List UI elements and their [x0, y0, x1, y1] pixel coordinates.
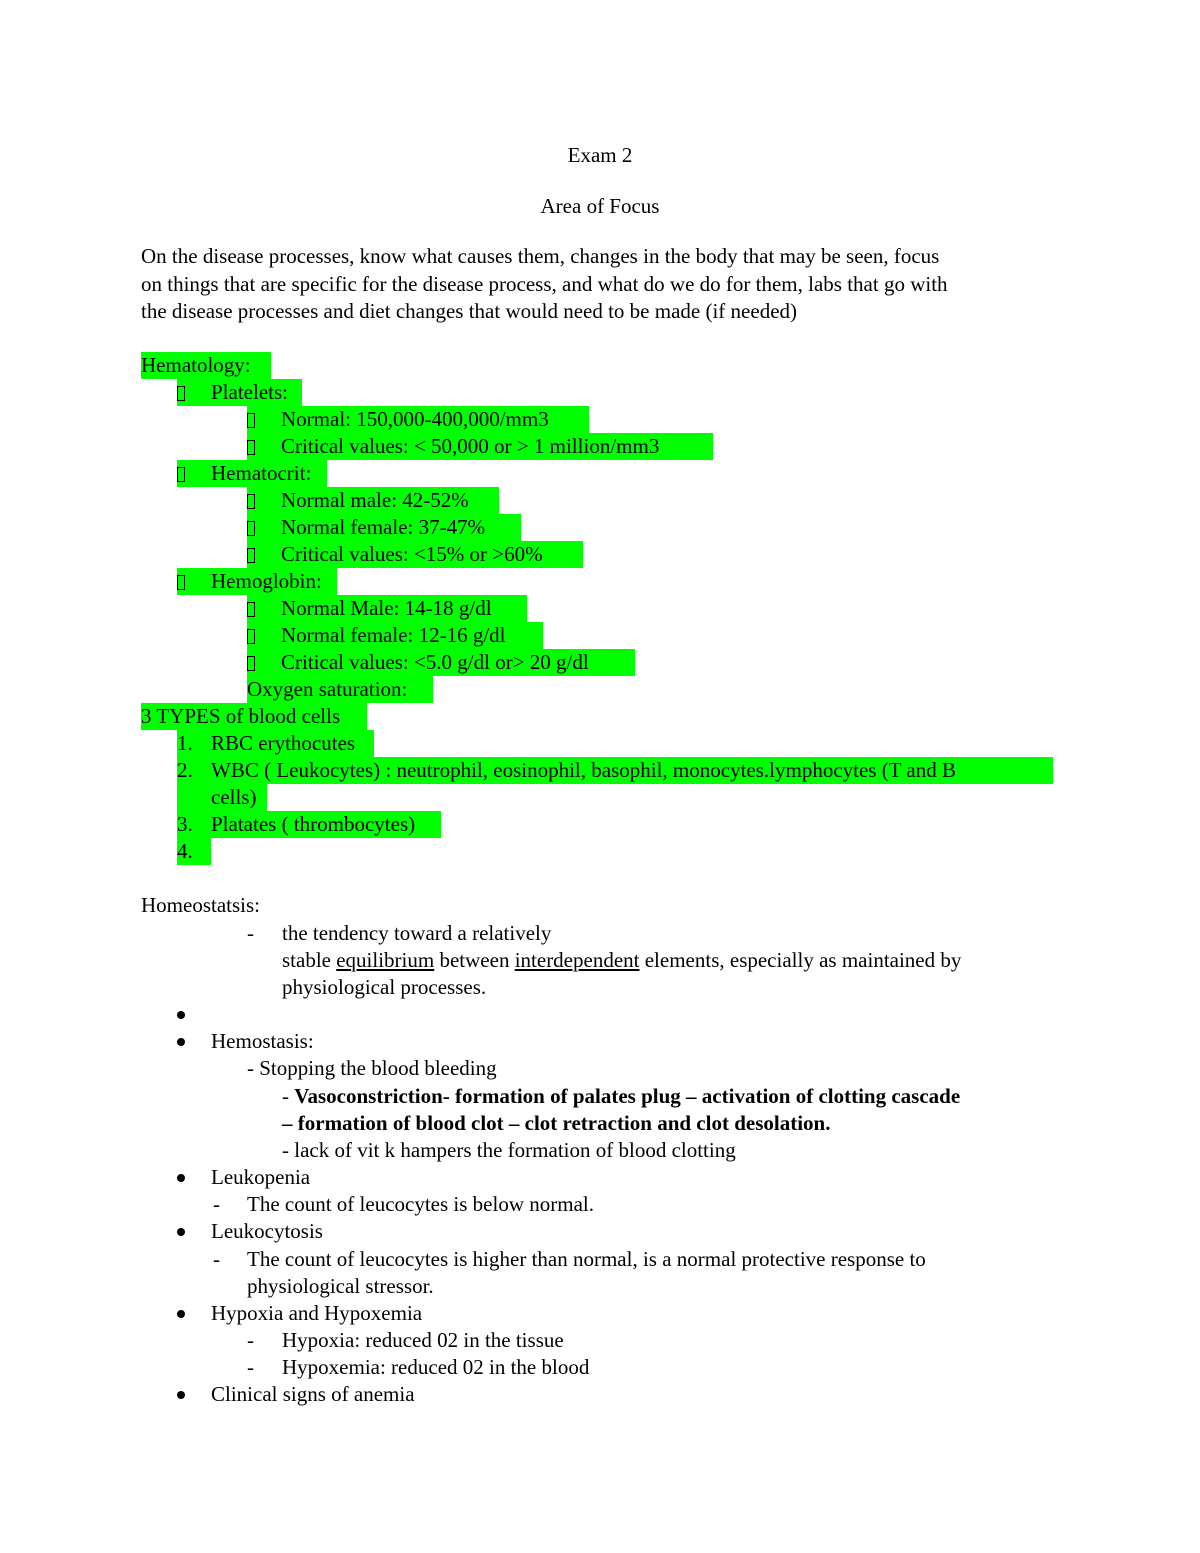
platelets-critical: Critical values: < 50,000 or > 1 million/mm3 [247, 433, 713, 460]
hypoxia-text: Hypoxia: reduced 02 in the tissue [282, 1328, 564, 1352]
hematocrit-female: Normal female: 37-47% [247, 514, 521, 541]
intro-line-3: the disease processes and diet changes that would need to be made (if needed) [141, 299, 798, 323]
anemia-heading: Clinical signs of anemia [211, 1382, 415, 1406]
checkbox-glyph-icon [247, 494, 255, 509]
blood-cells-heading: 3 TYPES of blood cells [141, 703, 367, 730]
checkbox-glyph-icon [247, 602, 255, 617]
document-title: Exam 2 [567, 143, 633, 167]
checkbox-glyph-icon [247, 440, 255, 455]
hemoglobin-female: Normal female: 12-16 g/dl [247, 622, 543, 649]
dash-marker: - [247, 1355, 254, 1379]
checkbox-glyph-icon [247, 656, 255, 671]
platelets-normal: Normal: 150,000-400,000/mm3 [247, 406, 589, 433]
leukocytosis-text-2: physiological stressor. [247, 1274, 434, 1298]
intro-line-2: on things that are specific for the disease process, and what do we do for them, labs that go with [141, 272, 948, 296]
document-subtitle: Area of Focus [540, 194, 660, 218]
platelets-label: Platelets: [211, 380, 288, 404]
dash-marker: - [213, 1192, 220, 1216]
hemostasis-line-3: – formation of blood clot – clot retraction and clot desolation. [282, 1111, 831, 1135]
link-equilibrium[interactable]: equilibrium [336, 948, 435, 972]
bullet-icon [177, 1038, 185, 1046]
hypoxia-heading: Hypoxia and Hypoxemia [211, 1301, 423, 1325]
hemostasis-line-1: - Stopping the blood bleeding [247, 1056, 497, 1080]
hemostasis-heading: Hemostasis: [211, 1029, 314, 1053]
hemoglobin-label: Hemoglobin: [211, 569, 322, 593]
blood-cell-item-1: 1. RBC erythocutes [177, 730, 374, 757]
hematocrit-critical: Critical values: <15% or >60% [247, 541, 583, 568]
homeostasis-def-1: the tendency toward a relatively [282, 921, 552, 945]
homeostasis-heading: Homeostatsis: [141, 893, 260, 917]
leukocytosis-heading: Leukocytosis [211, 1219, 323, 1243]
dash-marker: - [247, 1328, 254, 1352]
hematocrit-male: Normal male: 42-52% [247, 487, 499, 514]
homeostasis-def-3: physiological processes. [282, 975, 487, 999]
hematology-heading: Hematology: [141, 352, 271, 379]
leukocytosis-text-1: The count of leucocytes is higher than normal, is a normal protective response to [247, 1247, 926, 1271]
hemostasis-line-2: - Vasoconstriction- formation of palates plug – activation of clotting cascade [282, 1084, 961, 1108]
hemoglobin-critical: Critical values: <5.0 g/dl or> 20 g/dl [247, 649, 635, 676]
leukopenia-heading: Leukopenia [211, 1165, 311, 1189]
blood-cell-item-2: 2. WBC ( Leukocytes) : neutrophil, eosinophil, basophil, monocytes.lymphocytes (T and B [177, 757, 1053, 784]
checkbox-glyph-icon [247, 521, 255, 536]
bullet-icon [177, 1310, 185, 1318]
checkbox-glyph-icon [247, 413, 255, 428]
blood-cell-item-4: 4. [177, 838, 211, 865]
dash-marker: - [213, 1247, 220, 1271]
checkbox-glyph-icon [177, 467, 185, 482]
blood-cell-item-2-cont: cells) [177, 784, 267, 811]
hemoglobin-item [177, 568, 337, 595]
hypoxemia-text: Hypoxemia: reduced 02 in the blood [282, 1355, 590, 1379]
checkbox-glyph-icon [177, 575, 185, 590]
hematocrit-label: Hematocrit: [211, 461, 312, 485]
platelets-item [177, 379, 302, 406]
bullet-icon [177, 1174, 185, 1182]
dash-marker: - [247, 921, 254, 945]
hematocrit-item [177, 460, 327, 487]
intro-line-1: On the disease processes, know what causes them, changes in the body that may be seen, focus [141, 244, 940, 268]
bullet-icon [177, 1228, 185, 1236]
blood-cell-item-3: 3. Platates ( thrombocytes) [177, 811, 441, 838]
bullet-icon [177, 1011, 185, 1019]
link-interdependent[interactable]: interdependent [514, 948, 640, 972]
checkbox-glyph-icon [247, 629, 255, 644]
checkbox-glyph-icon [247, 548, 255, 563]
bullet-icon [177, 1391, 185, 1399]
homeostasis-def-2: stable equilibrium between interdependent elements, especially as maintained by [282, 948, 962, 972]
oxygen-saturation: Oxygen saturation: [247, 676, 433, 703]
hemostasis-line-4: - lack of vit k hampers the formation of blood clotting [282, 1138, 736, 1162]
checkbox-glyph-icon [177, 386, 185, 401]
leukopenia-text: The count of leucocytes is below normal. [247, 1192, 594, 1216]
hemoglobin-male: Normal Male: 14-18 g/dl [247, 595, 527, 622]
